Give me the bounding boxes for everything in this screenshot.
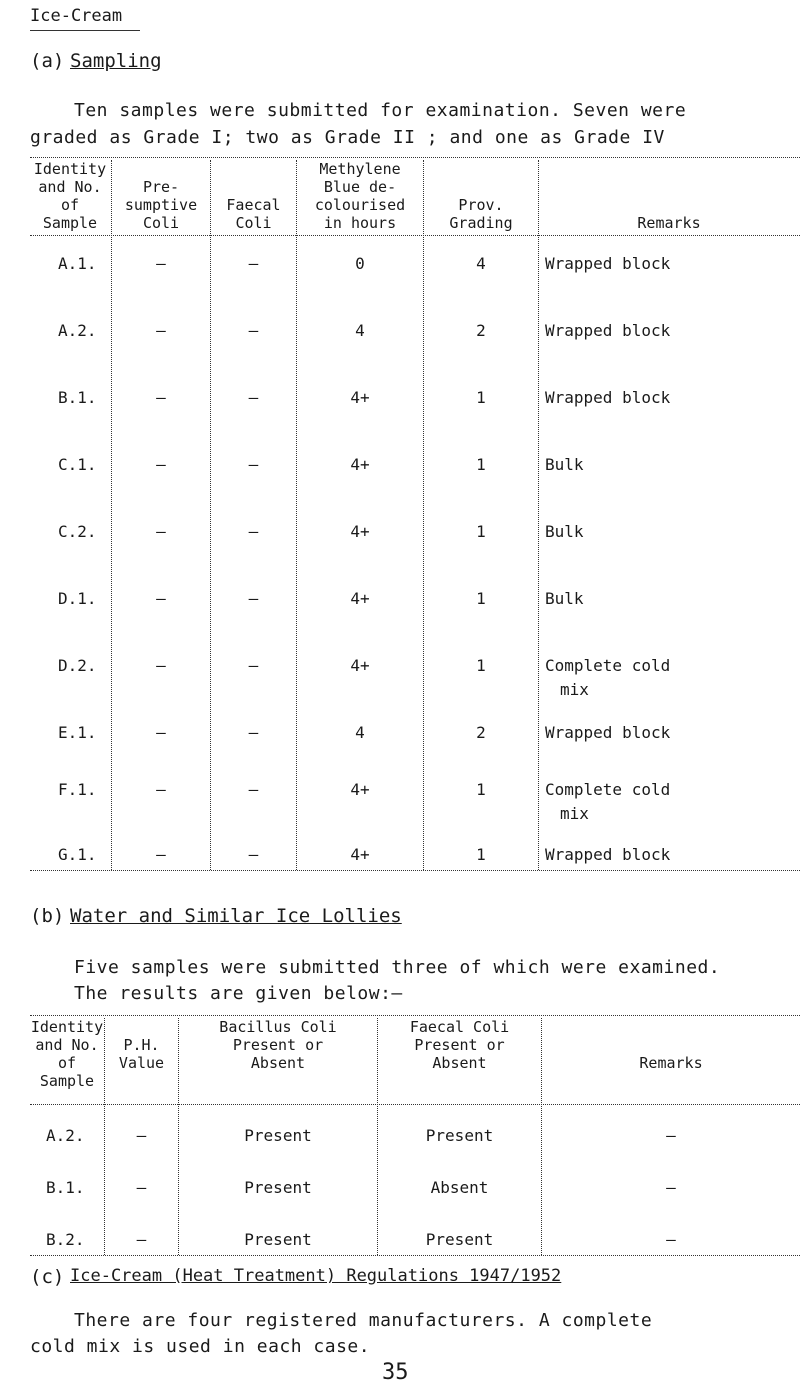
table-b-header-identity xyxy=(30,1018,104,1090)
table-a-bottom-rule xyxy=(30,870,800,871)
section-c-para-line2: cold mix is used in each case. xyxy=(30,1336,371,1357)
row-grading: 4 xyxy=(476,254,486,273)
header-line: Absent xyxy=(250,1054,306,1072)
header-line: and No. xyxy=(35,1036,99,1054)
row-faecal: — xyxy=(248,845,259,864)
section-b-para-line2: The results are given below:— xyxy=(74,983,403,1004)
row-methylene: 4+ xyxy=(350,388,370,407)
row-remarks: Wrapped block xyxy=(545,845,671,864)
row-bacillus: Present xyxy=(244,1126,312,1145)
table-b-header-bacillus xyxy=(179,1018,377,1072)
row-presumptive: — xyxy=(156,780,166,799)
row-remarks-cont: mix xyxy=(560,804,589,823)
row-faecal: — xyxy=(248,589,259,608)
row-remarks: Wrapped block xyxy=(545,388,671,407)
section-b-title: Water and Similar Ice Lollies xyxy=(70,905,402,927)
header-line: and No. xyxy=(38,178,102,196)
row-presumptive: — xyxy=(156,522,166,541)
row-grading: 2 xyxy=(476,321,486,340)
section-c-para-line1: There are four registered manufacturers. A complete xyxy=(74,1310,653,1331)
row-remarks: Complete cold xyxy=(545,780,671,799)
table-b-header-remarks xyxy=(542,1054,800,1072)
header-line: Coli xyxy=(235,214,272,232)
row-faecal: — xyxy=(248,780,259,799)
row-faecal: — xyxy=(248,522,259,541)
row-faecal: — xyxy=(248,455,259,474)
row-faecal: — xyxy=(248,388,259,407)
header-line: Value xyxy=(118,1054,165,1072)
section-a-para-line2: graded as Grade I; two as Grade II ; and one as Grade IV xyxy=(30,127,665,148)
row-grading: 1 xyxy=(476,522,486,541)
row-ph: — xyxy=(136,1126,147,1145)
header-line: of xyxy=(57,1054,77,1072)
row-presumptive: — xyxy=(156,254,166,273)
section-b-label: (b) xyxy=(30,905,65,927)
row-grading: 1 xyxy=(476,455,486,474)
header-line: Methylene xyxy=(319,160,401,178)
row-identity: F.1. xyxy=(58,780,97,799)
header-line: Faecal Coli xyxy=(409,1018,510,1036)
row-methylene: 4+ xyxy=(350,780,370,799)
row-methylene: 4 xyxy=(355,723,365,742)
row-methylene: 0 xyxy=(355,254,365,273)
row-faecal: — xyxy=(248,321,259,340)
row-methylene: 4+ xyxy=(350,455,370,474)
header-line: Grading xyxy=(449,214,513,232)
row-identity: D.2. xyxy=(58,656,97,675)
header-line: of xyxy=(60,196,80,214)
page-number: 35 xyxy=(382,1360,409,1385)
header-line: in hours xyxy=(323,214,397,232)
table-a-header-grading xyxy=(424,196,538,232)
section-a-title: Sampling xyxy=(70,50,162,72)
row-identity: B.1. xyxy=(46,1178,85,1197)
table-a-header-faecal xyxy=(211,196,296,232)
header-line: Present or xyxy=(414,1036,505,1054)
row-presumptive: — xyxy=(156,455,166,474)
row-identity: E.1. xyxy=(58,723,97,742)
row-identity: C.2. xyxy=(58,522,97,541)
row-remarks: Complete cold xyxy=(545,656,671,675)
row-methylene: 4+ xyxy=(350,845,370,864)
row-identity: A.2. xyxy=(46,1126,85,1145)
table-b-bottom-rule xyxy=(30,1255,800,1256)
header-line: Remarks xyxy=(639,1054,703,1072)
section-c-label: (c) xyxy=(30,1266,65,1288)
row-methylene: 4+ xyxy=(350,522,370,541)
row-faecal: — xyxy=(248,254,259,273)
table-a-header-rule xyxy=(30,235,800,236)
header-line: Identity xyxy=(30,1018,104,1036)
row-faecal: — xyxy=(248,656,259,675)
header-line: Blue de- xyxy=(323,178,397,196)
row-remarks: Wrapped block xyxy=(545,723,671,742)
row-presumptive: — xyxy=(156,845,166,864)
row-presumptive: — xyxy=(156,388,166,407)
section-a-label: (a) xyxy=(30,50,65,72)
row-remarks: — xyxy=(666,1178,676,1197)
row-grading: 2 xyxy=(476,723,486,742)
row-identity: D.1. xyxy=(58,589,97,608)
row-identity: G.1. xyxy=(58,845,97,864)
row-grading: 1 xyxy=(476,845,486,864)
page-heading: Ice-Cream xyxy=(30,6,123,26)
header-line: sumptive xyxy=(124,196,198,214)
header-line: colourised xyxy=(314,196,406,214)
row-bacillus: Present xyxy=(244,1230,312,1249)
row-identity: B.2. xyxy=(46,1230,85,1249)
table-a-header-remarks xyxy=(539,214,799,232)
header-line: Sample xyxy=(39,1072,95,1090)
row-remarks-cont: mix xyxy=(560,680,589,699)
row-methylene: 4 xyxy=(355,321,365,340)
header-line: Identity xyxy=(33,160,107,178)
row-methylene: 4+ xyxy=(350,589,370,608)
row-presumptive: — xyxy=(156,656,166,675)
row-faecal: Absent xyxy=(430,1178,489,1197)
row-remarks: — xyxy=(666,1126,676,1145)
row-faecal: — xyxy=(248,723,259,742)
table-b-top-rule xyxy=(30,1015,800,1016)
row-remarks: — xyxy=(666,1230,676,1249)
header-line: Bacillus Coli xyxy=(219,1018,337,1036)
row-identity: B.1. xyxy=(58,388,97,407)
row-identity: A.1. xyxy=(58,254,97,273)
header-line: Remarks xyxy=(637,214,701,232)
header-line: Sample xyxy=(42,214,98,232)
row-ph: — xyxy=(136,1230,147,1249)
section-a-para-line1: Ten samples were submitted for examination. Seven were xyxy=(74,100,687,121)
table-a-col-divider xyxy=(538,160,539,870)
table-b-header-faecal xyxy=(378,1018,541,1072)
table-a-header-identity xyxy=(30,160,110,232)
row-identity: A.2. xyxy=(58,321,97,340)
row-grading: 1 xyxy=(476,780,486,799)
table-a-header-methylene xyxy=(297,160,423,232)
header-line: Coli xyxy=(142,214,180,232)
table-a-header-presumptive xyxy=(112,178,210,232)
heading-underline xyxy=(30,30,140,31)
row-faecal: Present xyxy=(425,1126,494,1145)
row-grading: 1 xyxy=(476,656,486,675)
header-line: Pre- xyxy=(142,178,180,196)
row-methylene: 4+ xyxy=(350,656,370,675)
header-line: Faecal xyxy=(226,196,281,214)
row-presumptive: — xyxy=(156,589,166,608)
table-a-top-rule xyxy=(30,157,800,158)
header-line: P.H. xyxy=(123,1036,160,1054)
header-line: Prov. xyxy=(458,196,504,214)
row-ph: — xyxy=(136,1178,147,1197)
row-identity: C.1. xyxy=(58,455,97,474)
table-b-header-ph xyxy=(105,1036,178,1072)
row-remarks: Bulk xyxy=(545,455,584,474)
row-presumptive: — xyxy=(156,321,166,340)
row-remarks: Bulk xyxy=(545,589,584,608)
row-remarks: Wrapped block xyxy=(545,254,671,273)
section-b-para-line1: Five samples were submitted three of which were examined. xyxy=(74,957,721,978)
row-faecal: Present xyxy=(425,1230,494,1249)
header-line: Present or xyxy=(232,1036,324,1054)
row-grading: 1 xyxy=(476,589,486,608)
table-b-header-rule xyxy=(30,1104,800,1105)
header-line: Absent xyxy=(432,1054,487,1072)
row-bacillus: Present xyxy=(244,1178,312,1197)
row-grading: 1 xyxy=(476,388,486,407)
section-c-title: Ice-Cream (Heat Treatment) Regulations 1947/1952 xyxy=(70,1266,562,1286)
row-remarks: Wrapped block xyxy=(545,321,671,340)
row-presumptive: — xyxy=(156,723,166,742)
row-remarks: Bulk xyxy=(545,522,584,541)
